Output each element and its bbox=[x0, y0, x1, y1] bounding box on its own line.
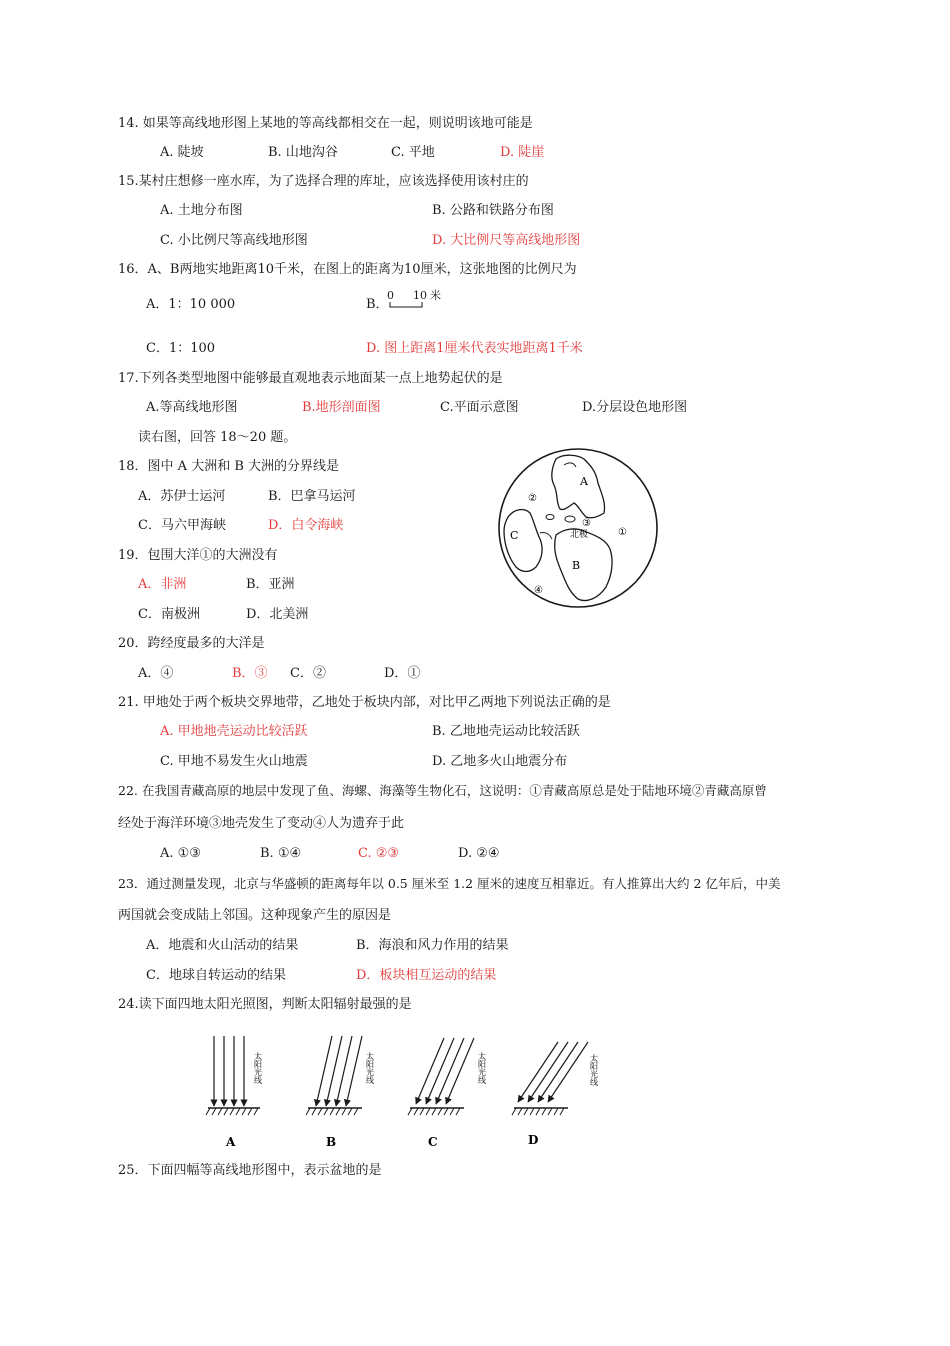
q23-stem-line1: 23．通过测量发现，北京与华盛顿的距离每年以 0.5 厘米至 1.2 厘米的速度互相靠近。有人推算出大约 2 亿年后，中美 bbox=[118, 876, 781, 891]
q18-option-b: B．巴拿马运河 bbox=[268, 489, 356, 504]
q23-option-a: A．地震和火山活动的结果 bbox=[146, 938, 299, 953]
q19-option-a-answer: A．非洲 bbox=[138, 577, 187, 592]
scale-bar-ten: 10 bbox=[413, 289, 427, 302]
island-shape bbox=[546, 515, 554, 520]
q17-stem: 17.下列各类型地图中能够最直观地表示地面某一点上地势起伏的是 bbox=[118, 371, 503, 386]
q16-stem: 16．A、B两地实地距离10千米，在图上的距离为10厘米，这张地图的比例尺为 bbox=[118, 262, 577, 277]
scale-bar-line bbox=[390, 302, 422, 307]
q20-option-c: C．② bbox=[290, 666, 326, 681]
island-shape bbox=[565, 516, 575, 522]
q16-option-a: A．1：10 000 bbox=[146, 297, 236, 312]
q21-option-b: B. 乙地地壳运动比较活跃 bbox=[432, 724, 580, 739]
sunlight-figure-c bbox=[408, 1038, 487, 1149]
sunlight-figure-d bbox=[512, 1042, 599, 1147]
q24-stem: 24.读下面四地太阳光照图，判断太阳辐射最强的是 bbox=[118, 997, 412, 1012]
q19-option-b: B．亚洲 bbox=[246, 577, 295, 592]
q15-option-b: B. 公路和铁路分布图 bbox=[432, 203, 554, 218]
figure-label-a: A bbox=[226, 1135, 236, 1149]
q22-option-d: D. ②④ bbox=[458, 846, 500, 861]
q23-option-d-answer: D．板块相互运动的结果 bbox=[356, 968, 497, 983]
map-label-a: A bbox=[580, 475, 588, 488]
q23-option-b: B．海浪和风力作用的结果 bbox=[356, 938, 509, 953]
q14-option-a: A. 陡坡 bbox=[160, 145, 204, 160]
q14-option-d-answer: D. 陡崖 bbox=[500, 145, 545, 160]
q15-option-d-answer: D. 大比例尺等高线地形图 bbox=[432, 233, 581, 248]
map-label-north-pole: 北极 bbox=[570, 530, 589, 540]
q14-stem: 14. 如果等高线地形图上某地的等高线都相交在一起，则说明该地可能是 bbox=[118, 116, 533, 131]
sunlight-figure-b bbox=[306, 1036, 375, 1149]
q20-option-b-answer: B．③ bbox=[232, 666, 268, 681]
q18-stem: 18．图中 A 大洲和 B 大洲的分界线是 bbox=[118, 459, 340, 474]
q20-option-a: A．④ bbox=[138, 666, 174, 681]
q20-option-d: D．① bbox=[384, 666, 421, 681]
map-label-b: B bbox=[572, 559, 581, 572]
q21-stem: 21. 甲地处于两个板块交界地带，乙地处于板块内部，对比甲乙两地下列说法正确的是 bbox=[118, 695, 611, 710]
q18-option-c: C．马六甲海峡 bbox=[138, 518, 226, 533]
sunlight-label-c: 太阳光线 bbox=[477, 1052, 487, 1084]
q19-option-d: D．北美洲 bbox=[246, 607, 309, 622]
q22-stem-line2: 经处于海洋环境③地壳发生了变动④人为遗弃于此 bbox=[118, 816, 405, 831]
sunlight-label-a: 太阳光线 bbox=[253, 1052, 263, 1084]
q16-option-d-answer: D. 图上距离1厘米代表实地距离1千米 bbox=[366, 341, 583, 356]
figure-label-b: B bbox=[326, 1135, 337, 1149]
q18-option-d-answer: D．白令海峡 bbox=[268, 518, 344, 533]
map-label-ocean-4: ④ bbox=[534, 585, 543, 596]
scale-bar-zero: 0 bbox=[387, 289, 394, 302]
q14-option-c: C. 平地 bbox=[391, 145, 435, 160]
map-label-ocean-3: ③ bbox=[582, 518, 591, 529]
figure-label-c: C bbox=[428, 1135, 438, 1149]
q21-option-c: C. 甲地不易发生火山地震 bbox=[160, 754, 308, 769]
scale-bar-figure bbox=[384, 286, 454, 312]
scale-bar-unit: 米 bbox=[430, 289, 441, 302]
q22-option-c-answer: C. ②③ bbox=[358, 846, 400, 861]
q25-stem: 25．下面四幅等高线地形图中，表示盆地的是 bbox=[118, 1163, 382, 1178]
q19-option-c: C．南极洲 bbox=[138, 607, 200, 622]
q17-option-b-answer: B.地形剖面图 bbox=[302, 400, 381, 415]
reading-intro: 读右图，回答 18～20 题。 bbox=[138, 430, 297, 445]
q21-option-d: D. 乙地多火山地震分布 bbox=[432, 754, 568, 769]
q22-option-b: B. ①④ bbox=[260, 846, 302, 861]
q15-option-c: C. 小比例尺等高线地形图 bbox=[160, 233, 308, 248]
q16-option-c: C．1：100 bbox=[146, 341, 216, 356]
q19-stem: 19．包围大洋①的大洲没有 bbox=[118, 548, 278, 563]
q18-option-a: A．苏伊士运河 bbox=[138, 489, 226, 504]
q14-option-b: B. 山地沟谷 bbox=[268, 145, 338, 160]
q22-stem-line1: 22. 在我国青藏高原的地层中发现了鱼、海螺、海藻等生物化石，这说明：①青藏高原总是处于陆地环境②青藏高原曾 bbox=[118, 783, 767, 798]
sunlight-figure-a bbox=[206, 1036, 263, 1149]
sunlight-label-b: 太阳光线 bbox=[365, 1052, 375, 1084]
sunlight-label-d: 太阳光线 bbox=[589, 1054, 599, 1086]
q16-option-b: B． bbox=[366, 297, 389, 312]
map-label-c: C bbox=[510, 529, 519, 542]
q17-option-a: A.等高线地形图 bbox=[146, 400, 238, 415]
figure-label-d: D bbox=[528, 1133, 539, 1147]
map-label-ocean-2: ② bbox=[528, 493, 537, 504]
q23-stem-line2: 两国就会变成陆上邻国。这种现象产生的原因是 bbox=[118, 908, 392, 923]
q22-option-a: A. ①③ bbox=[160, 846, 201, 861]
q15-option-a: A. 土地分布图 bbox=[160, 203, 243, 218]
polar-map-figure bbox=[494, 447, 664, 611]
q15-stem: 15.某村庄想修一座水库，为了选择合理的库址，应该选择使用该村庄的 bbox=[118, 174, 529, 189]
q17-option-c: C.平面示意图 bbox=[440, 400, 519, 415]
map-label-ocean-1: ① bbox=[618, 527, 627, 538]
sunlight-figures bbox=[200, 1028, 620, 1154]
q21-option-a-answer: A. 甲地地壳运动比较活跃 bbox=[160, 724, 308, 739]
q20-stem: 20．跨经度最多的大洋是 bbox=[118, 636, 265, 651]
q23-option-c: C．地球自转运动的结果 bbox=[146, 968, 286, 983]
q17-option-d: D.分层设色地形图 bbox=[582, 400, 688, 415]
